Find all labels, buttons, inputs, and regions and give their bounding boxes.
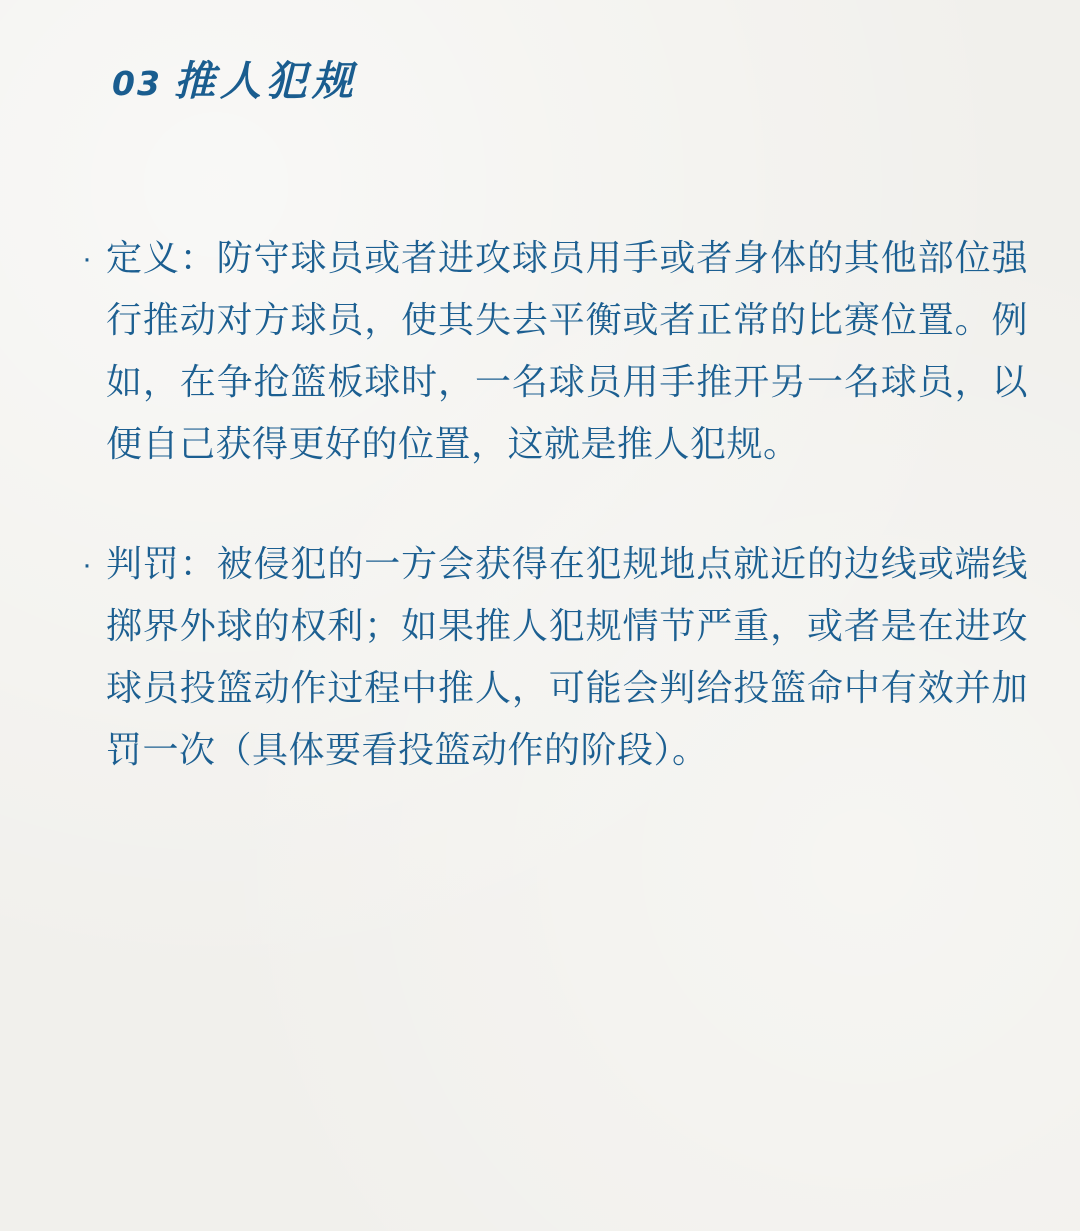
page-title [112,48,358,107]
bullet-icon: · [82,242,92,275]
content-body [82,228,1028,840]
bullet-icon: · [82,548,92,581]
paragraph-penalty [82,534,1028,782]
section-title: 推人犯规 [173,57,358,105]
paragraph-definition [82,228,1028,476]
section-number: 03 [112,64,162,103]
paragraph-text: 判罚：被侵犯的一方会获得在犯规地点就近的边线或端线掷界外球的权利；如果推人犯规情节严重，或者是在进攻球员投篮动作过程中推人，可能会判给投篮命中有效并加罚一次（具体要看投篮动作的阶段）。 [106,544,1028,771]
paragraph-text: 定义：防守球员或者进攻球员用手或者身体的其他部位强行推动对方球员，使其失去平衡或者正常的比赛位置。例如，在争抢篮板球时，一名球员用手推开另一名球员，以便自己获得更好的位置，这就是推人犯规。 [106,238,1028,465]
